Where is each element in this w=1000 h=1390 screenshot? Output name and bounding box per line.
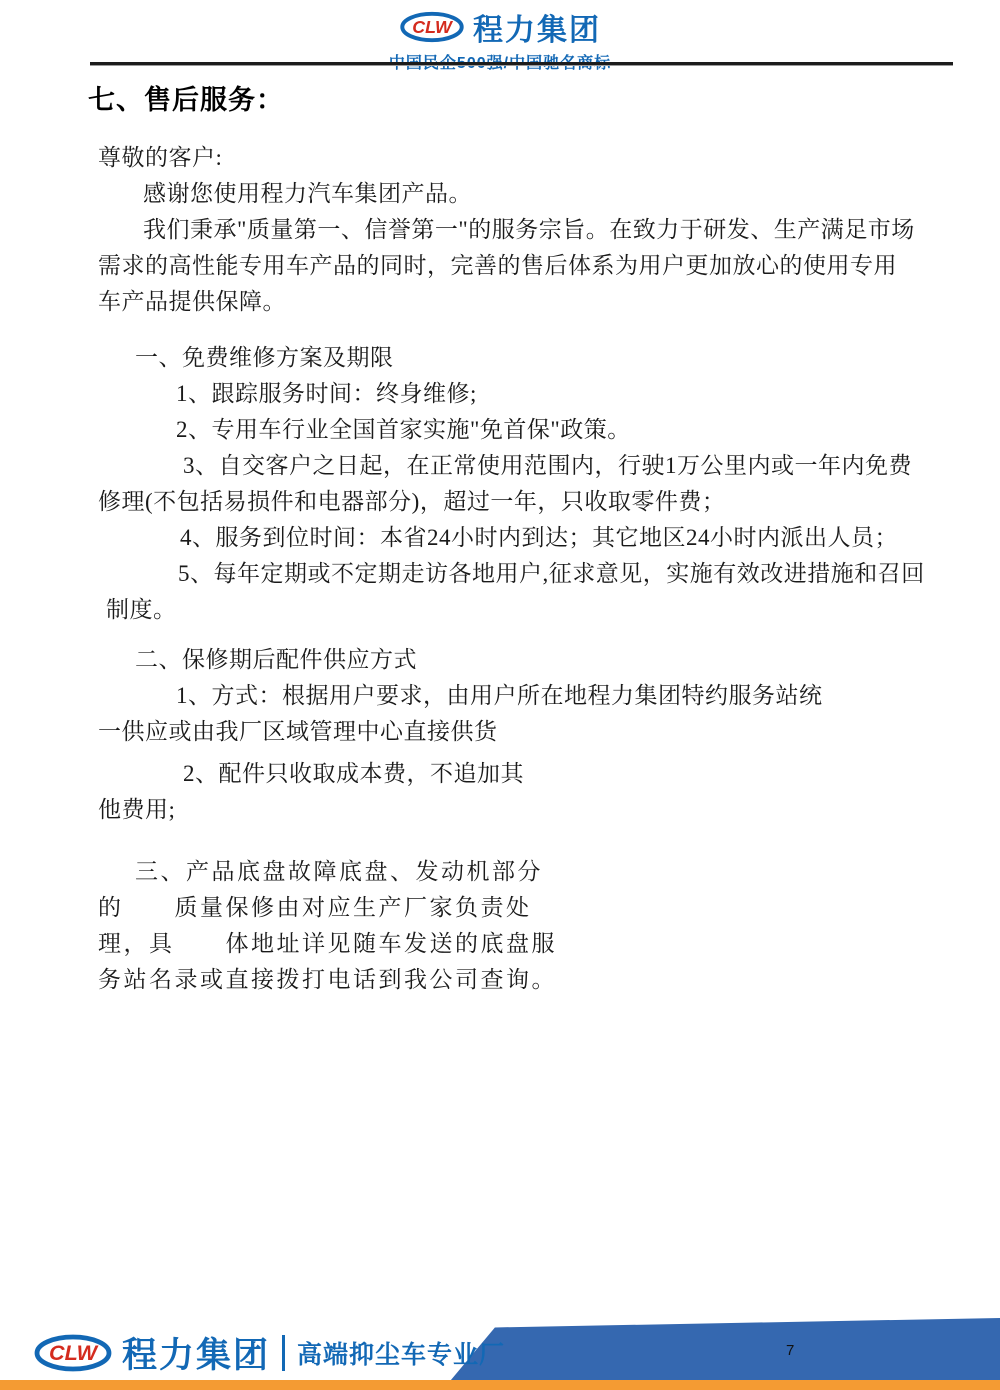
body-line: 的 质量保修由对应生产厂家负责处 — [98, 895, 532, 920]
body-line: 理，具 体地址详见随车发送的底盘服 — [98, 931, 557, 956]
body-line: 2、配件只收取成本费，不追加其 — [183, 761, 524, 786]
body-line: 三、产品底盘故障底盘、发动机部分 — [135, 859, 543, 884]
body-line: 2、专用车行业全国首家实施"免首保"政策。 — [176, 417, 631, 442]
body-line: 1、跟踪服务时间：终身维修; — [176, 381, 477, 406]
clw-logo-text: CLW — [49, 1340, 97, 1366]
section-title: 七、售后服务： — [88, 85, 284, 115]
body-line: 我们秉承"质量第一、信誉第一"的服务宗旨。在致力于研发、生产满足市场 — [143, 217, 915, 242]
body-line: 一供应或由我厂区域管理中心直接供货 — [98, 719, 498, 744]
footer-brand-row — [33, 1332, 505, 1374]
footer-separator — [282, 1335, 285, 1371]
body-line: 5、每年定期或不定期走访各地用户,征求意见，实施有效改进措施和召回 — [178, 561, 925, 586]
body-line: 他费用; — [98, 797, 176, 822]
body-content — [98, 140, 924, 998]
footer-orange-bar — [0, 1380, 1000, 1390]
page-number: 7 — [786, 1342, 795, 1359]
body-line: 务站名录或直接拨打电话到我公司查询。 — [98, 967, 557, 992]
body-line: 尊敬的客户: — [98, 145, 223, 170]
body-line: 制度。 — [106, 597, 177, 622]
body-line: 需求的高性能专用车产品的同时，完善的售后体系为用户更加放心的使用专用 — [98, 253, 897, 278]
body-line: 4、服务到位时间：本省24小时内到达；其它地区24小时内派出人员； — [180, 525, 898, 550]
body-line: 1、方式：根据用户要求，由用户所在地程力集团特约服务站统 — [176, 683, 823, 708]
clw-logo-text: CLW — [412, 16, 452, 37]
footer-brand-name: 程力集团 — [122, 1336, 271, 1375]
body-line: 车产品提供保障。 — [98, 289, 286, 314]
clw-logo-icon — [399, 11, 465, 43]
body-line: 3、自交客户之日起，在正常使用范围内，行驶1万公里内或一年内免费 — [183, 453, 912, 478]
body-line: 感谢您使用程力汽车集团产品。 — [143, 181, 472, 206]
body-line: 二、保修期后配件供应方式 — [135, 647, 417, 672]
footer-blue-banner — [440, 1318, 1000, 1381]
header-divider — [90, 62, 953, 66]
header-brand-name: 程力集团 — [473, 14, 601, 47]
clw-logo-icon — [33, 1333, 113, 1373]
header-brand-row — [0, 5, 1000, 49]
body-line: 一、免费维修方案及期限 — [135, 345, 394, 370]
body-line: 修理(不包括易损件和电器部分)，超过一年，只收取零件费； — [98, 489, 726, 514]
footer-slogan: 高端抑尘车专业厂 — [297, 1341, 506, 1369]
